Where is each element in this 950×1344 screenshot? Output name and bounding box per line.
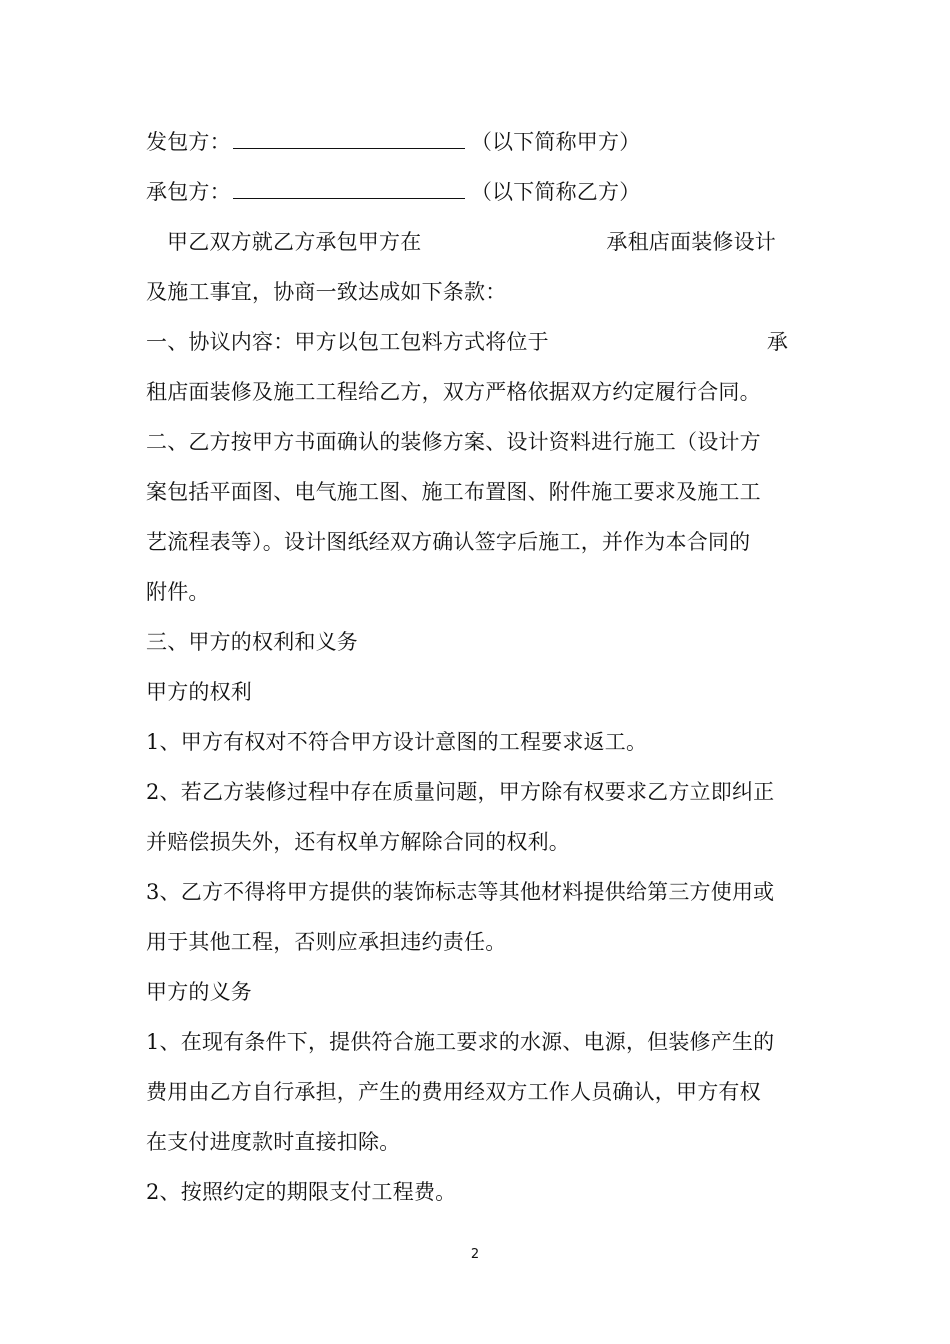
contractor-suffix: （以下简称乙方）: [470, 180, 641, 204]
clause1-part-2: 承: [766, 330, 789, 354]
duties-heading: 甲方的义务: [146, 980, 252, 1004]
employer-suffix: （以下简称甲方）: [470, 130, 641, 154]
intro-part-1: 甲乙双方就乙方承包甲方在: [167, 230, 422, 254]
clause2-line: 案包括平面图、电气施工图、施工布置图、附件施工要求及施工工: [146, 480, 761, 504]
clause2-line: 二、乙方按甲方书面确认的装修方案、设计资料进行施工（设计方: [146, 430, 761, 454]
rights-heading: 甲方的权利: [146, 680, 252, 704]
duties-line: 在支付进度款时直接扣除。: [146, 1130, 401, 1154]
intro-line-1: [167, 227, 776, 257]
clause1-line-2: 租店面装修及施工工程给乙方，双方严格依据双方约定履行合同。: [146, 380, 761, 404]
intro-line-2: 及施工事宜，协商一致达成如下条款：: [146, 280, 507, 304]
clause1-line-1: [146, 327, 788, 357]
rights-line: 3、乙方不得将甲方提供的装饰标志等其他材料提供给第三方使用或: [146, 880, 775, 904]
intro-part-2: 承租店面装修设计: [606, 230, 777, 254]
duties-line: 1、在现有条件下，提供符合施工要求的水源、电源，但装修产生的: [146, 1030, 775, 1054]
rights-line: 1、甲方有权对不符合甲方设计意图的工程要求返工。: [146, 730, 648, 754]
employer-label: 发包方：: [146, 130, 231, 154]
clause2-line: 附件。: [146, 580, 210, 604]
clause2-line: 艺流程表等）。设计图纸经双方确认签字后施工，并作为本合同的: [146, 530, 751, 554]
rights-line: 并赔偿损失外，还有权单方解除合同的权利。: [146, 830, 570, 854]
rights-line: 2、若乙方装修过程中存在质量问题，甲方除有权要求乙方立即纠正: [146, 780, 775, 804]
clause3-heading: 三、甲方的权利和义务: [146, 630, 358, 654]
duties-line: 费用由乙方自行承担，产生的费用经双方工作人员确认，甲方有权: [146, 1080, 761, 1104]
contractor-label: 承包方：: [146, 180, 231, 204]
duties-line: 2、按照约定的期限支付工程费。: [146, 1180, 457, 1204]
employer-blank: [233, 127, 465, 149]
page-number: 2: [470, 1247, 480, 1262]
contractor-line: [146, 177, 640, 207]
employer-line: [146, 127, 640, 157]
contractor-blank: [233, 177, 465, 199]
rights-line: 用于其他工程，否则应承担违约责任。: [146, 930, 507, 954]
clause1-part-1: 一、协议内容：甲方以包工包料方式将位于: [146, 330, 549, 354]
